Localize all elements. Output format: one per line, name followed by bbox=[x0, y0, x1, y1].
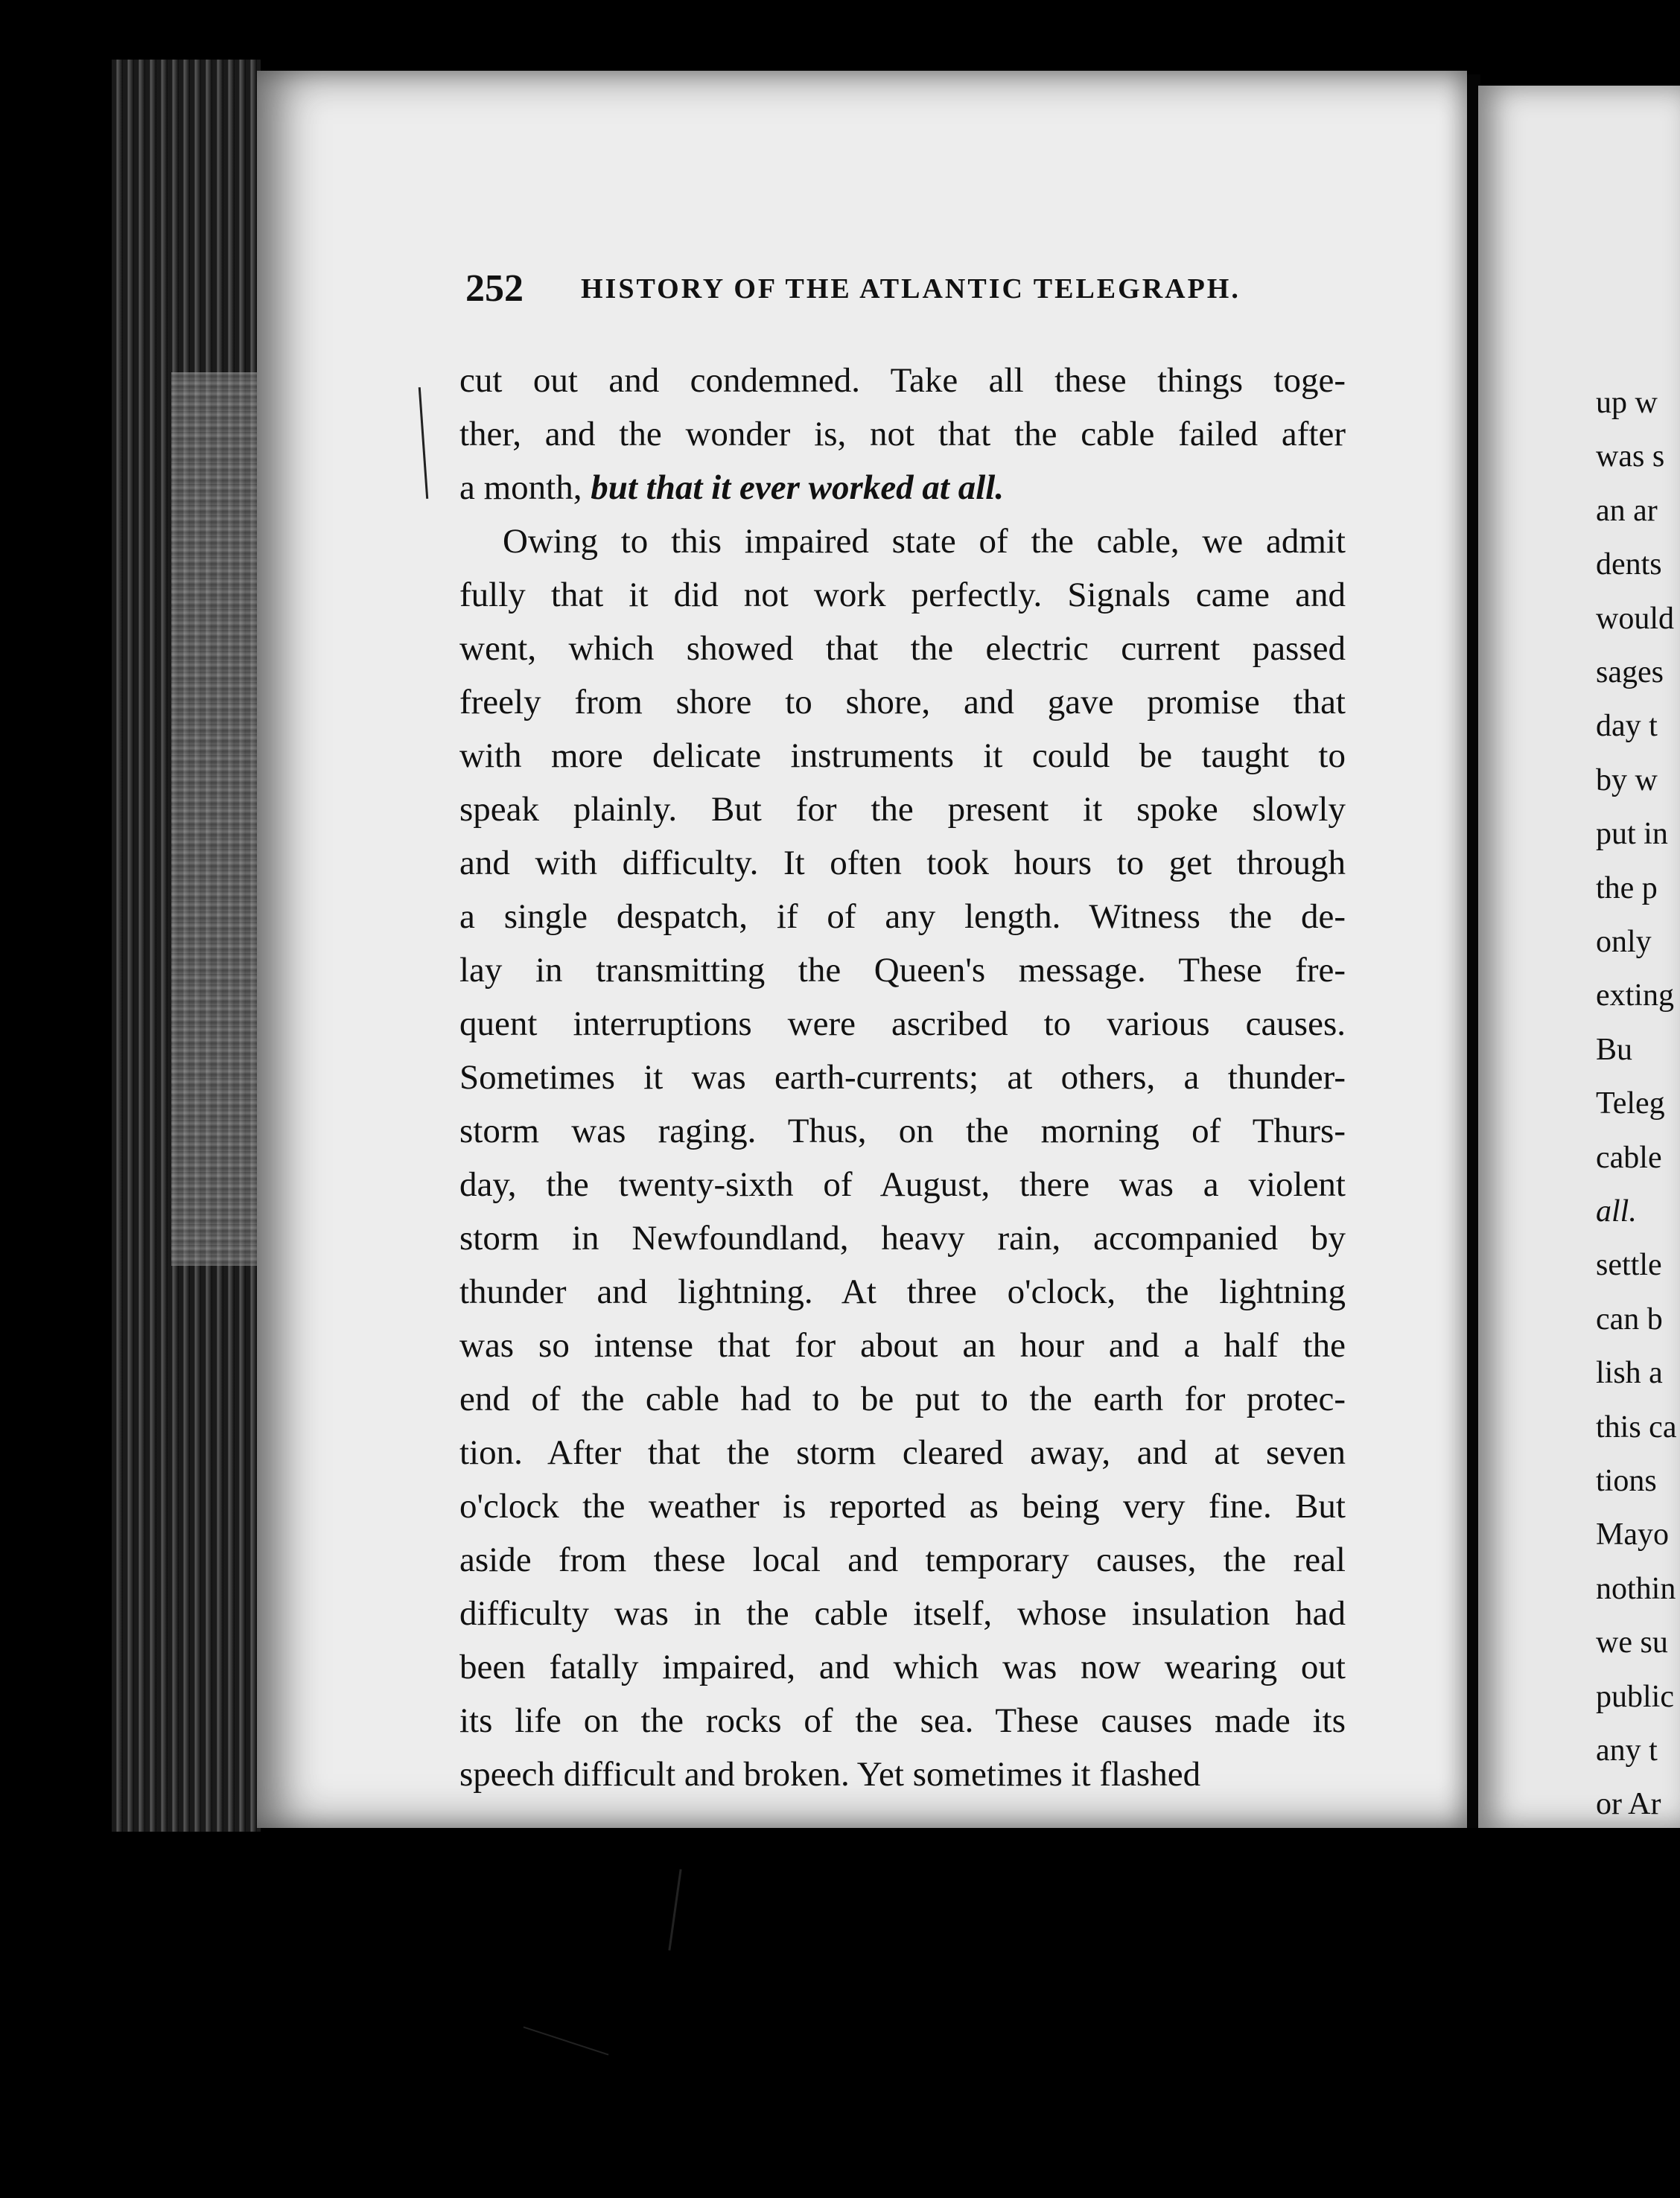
text-line: aside from these local and temporary causes, the real bbox=[459, 1541, 1346, 1579]
right-page-line: lish a bbox=[1596, 1356, 1663, 1391]
right-page-line: put in bbox=[1596, 817, 1668, 852]
right-page-line: or Ar bbox=[1596, 1787, 1661, 1822]
right-page-line: we su bbox=[1596, 1625, 1668, 1660]
right-page-line: sages bbox=[1596, 655, 1664, 689]
text-line: its life on the rocks of the sea. These causes made its bbox=[459, 1701, 1346, 1740]
right-page-line: the p bbox=[1596, 870, 1658, 905]
text-line: quent interruptions were ascribed to various causes. bbox=[459, 1004, 1346, 1043]
right-page-line: Bu bbox=[1596, 1032, 1633, 1067]
right-page-line: was s bbox=[1596, 439, 1665, 474]
book-page-edges-texture bbox=[171, 372, 261, 1266]
right-page-line: an ar bbox=[1596, 493, 1658, 528]
text-line: freely from shore to shore, and gave promise that bbox=[459, 683, 1346, 721]
text-line: thunder and lightning. At three o'clock, the lightning bbox=[459, 1272, 1346, 1311]
right-page-line: public bbox=[1596, 1679, 1674, 1714]
running-head: HISTORY OF THE ATLANTIC TELEGRAPH. bbox=[581, 273, 1241, 305]
text-line: difficulty was in the cable itself, whose insulation had bbox=[459, 1594, 1346, 1633]
right-page-line: can b bbox=[1596, 1302, 1663, 1337]
right-page-line: by w bbox=[1596, 762, 1658, 797]
right-page-line: would bbox=[1596, 601, 1674, 636]
text-segment: a month, bbox=[459, 468, 591, 507]
text-line: Owing to this impaired state of the cable, we admit bbox=[503, 522, 1346, 561]
right-page-line: cable bbox=[1596, 1140, 1662, 1175]
text-line: speech difficult and broken. Yet sometimes it flashed bbox=[459, 1755, 1201, 1794]
right-page-line: dents bbox=[1596, 547, 1662, 582]
text-line: fully that it did not work perfectly. Signals came and bbox=[459, 576, 1346, 614]
text-line: speak plainly. But for the present it spoke slowly bbox=[459, 790, 1346, 829]
right-page-line: only bbox=[1596, 925, 1652, 959]
right-page-line: settle bbox=[1596, 1248, 1662, 1283]
right-page-line: up w bbox=[1596, 386, 1658, 420]
right-page-line: exting bbox=[1596, 978, 1674, 1013]
right-page-line: this ca bbox=[1596, 1409, 1677, 1444]
text-line bbox=[459, 461, 1346, 515]
page-header bbox=[465, 261, 1359, 320]
text-line: cut out and condemned. Take all these things toge- bbox=[459, 361, 1346, 400]
text-line: went, which showed that the electric current passed bbox=[459, 629, 1346, 668]
text-line: tion. After that the storm cleared away, and at seven bbox=[459, 1433, 1346, 1472]
text-line: lay in transmitting the Queen's message. These fre- bbox=[459, 951, 1346, 990]
text-line: day, the twenty-sixth of August, there was a violent bbox=[459, 1165, 1346, 1204]
right-page-line: any t bbox=[1596, 1733, 1658, 1768]
italic-emphasis: but that it ever worked at all. bbox=[591, 468, 1005, 507]
text-line: storm was raging. Thus, on the morning of Thurs- bbox=[459, 1112, 1346, 1150]
text-line: and with difficulty. It often took hours to get through bbox=[459, 844, 1346, 882]
text-line: a single despatch, if of any length. Witness the de- bbox=[459, 897, 1346, 936]
text-line: with more delicate instruments it could be taught to bbox=[459, 736, 1346, 775]
right-page-line: day t bbox=[1596, 709, 1658, 744]
right-page-line: tions bbox=[1596, 1464, 1657, 1498]
right-page-line: all. bbox=[1596, 1194, 1637, 1229]
text-line: been fatally impaired, and which was now wearing out bbox=[459, 1648, 1346, 1686]
right-page-line: Teleg bbox=[1596, 1086, 1665, 1121]
text-line: was so intense that for about an hour and a half the bbox=[459, 1326, 1346, 1365]
text-line: storm in Newfoundland, heavy rain, accompanied by bbox=[459, 1219, 1346, 1258]
right-page-line: nothin bbox=[1596, 1571, 1676, 1606]
scratch-mark bbox=[668, 1869, 681, 1950]
page-number: 252 bbox=[465, 267, 524, 310]
right-page-line: Mayo bbox=[1596, 1517, 1669, 1552]
text-line: end of the cable had to be put to the earth for protec- bbox=[459, 1380, 1346, 1418]
text-line: ther, and the wonder is, not that the cable failed after bbox=[459, 415, 1346, 453]
scratch-mark bbox=[524, 2027, 609, 2056]
text-line: Sometimes it was earth-currents; at others, a thunder- bbox=[459, 1058, 1346, 1097]
text-line: o'clock the weather is reported as being very fine. But bbox=[459, 1487, 1346, 1526]
